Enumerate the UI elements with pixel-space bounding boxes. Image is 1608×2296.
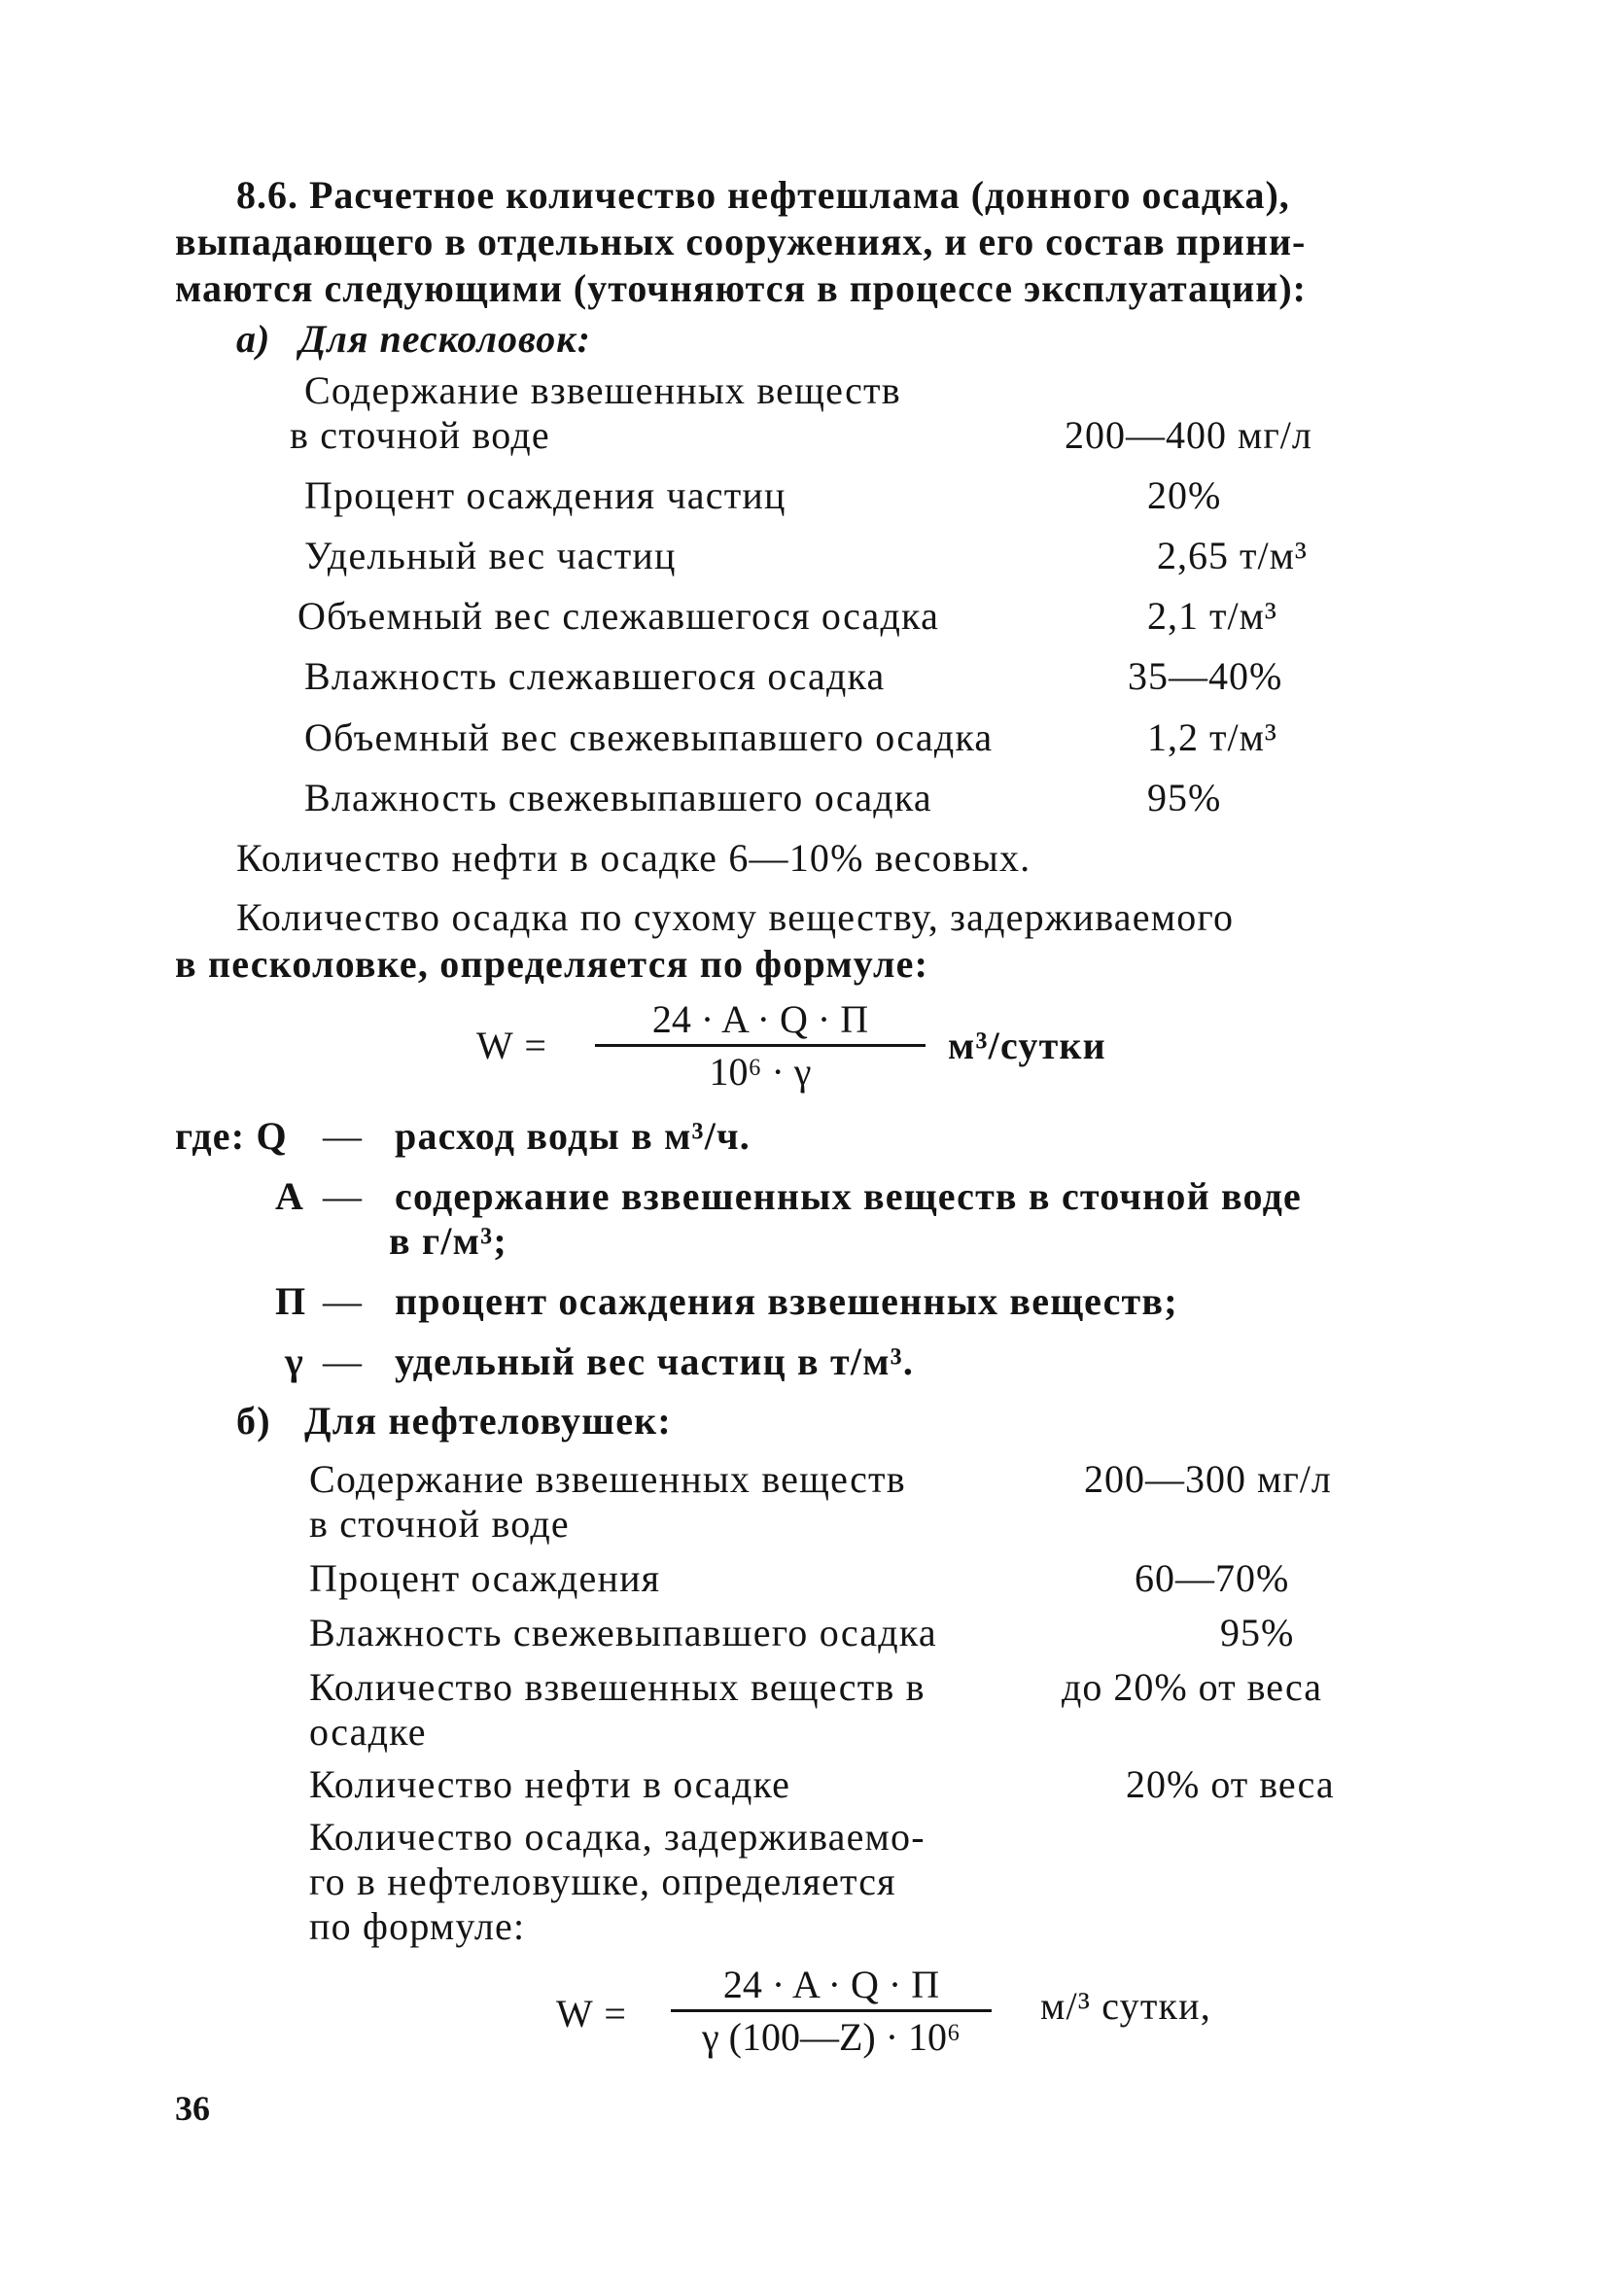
- formula-intro-b-2: го в нефтеловушке, определяется: [309, 1860, 896, 1903]
- where-q-symbol: где: Q: [175, 1114, 288, 1158]
- where-gamma-symbol: γ: [285, 1339, 304, 1383]
- intro-line-3: маются следующими (уточняются в процессе эксплуатации):: [175, 266, 1307, 310]
- where-a-text2: в г/м³;: [389, 1219, 507, 1263]
- where-p-symbol: П: [275, 1279, 307, 1323]
- formula-a-lhs: W =: [476, 1024, 548, 1067]
- formula-a-fraction: [595, 996, 926, 1095]
- where-q-text: расход воды в м³/ч.: [395, 1114, 751, 1158]
- section-b-title: Для нефтеловушек:: [304, 1399, 672, 1443]
- formula-b-lhs: W =: [556, 1992, 628, 2035]
- where-q-dash: —: [323, 1114, 364, 1158]
- row-b1-value: 200—300 мг/л: [1084, 1457, 1332, 1501]
- row-b1-name2: в сточной воде: [309, 1502, 570, 1546]
- row-a6-name: Объемный вес свежевыпавшего осадка: [304, 715, 994, 759]
- row-b3-name: Влажность свежевыпавшего осадка: [309, 1611, 937, 1654]
- row-b3-value: 95%: [1220, 1611, 1295, 1654]
- row-b4-value: до 20% от веса: [1062, 1665, 1323, 1709]
- fraction-bar: [671, 2009, 992, 2012]
- formula-intro-b-1: Количество осадка, задерживаемо-: [309, 1815, 926, 1859]
- formula-a-denominator: 10⁶ · γ: [709, 1050, 812, 1094]
- formula-b-fraction: [671, 1962, 992, 2060]
- row-a5-value: 35—40%: [1128, 654, 1283, 698]
- formula-b-denominator: γ (100—Z) · 10⁶: [701, 2015, 961, 2059]
- formula-a-unit: м³/сутки: [948, 1024, 1106, 1067]
- where-p-text: процент осаждения взвешенных веществ;: [395, 1279, 1178, 1323]
- where-a-text: содержание взвешенных веществ в сточной воде: [395, 1174, 1302, 1218]
- row-a6-value: 1,2 т/м³: [1147, 715, 1277, 759]
- row-b4-name2: осадке: [309, 1710, 427, 1754]
- row-a4-value: 2,1 т/м³: [1147, 594, 1277, 638]
- row-a7-name: Влажность свежевыпавшего осадка: [304, 776, 932, 819]
- intro-line-1: [236, 173, 1290, 218]
- row-b2-value: 60—70%: [1135, 1556, 1290, 1600]
- row-a7-value: 95%: [1147, 776, 1222, 819]
- row-b4-name: Количество взвешенных веществ в: [309, 1665, 926, 1709]
- section-a-title: Для песколовок:: [299, 317, 591, 361]
- where-gamma-dash: —: [323, 1339, 364, 1383]
- row-a1-name2: в сточной воде: [290, 413, 550, 457]
- where-gamma-text: удельный вес частиц в т/м³.: [395, 1339, 915, 1383]
- formula-intro-a-2: в песколовке, определяется по формуле:: [175, 942, 929, 986]
- fraction-bar: [595, 1044, 926, 1047]
- row-a3-name: Удельный вес частиц: [304, 534, 677, 577]
- row-a4-name: Объемный вес слежавшегося осадка: [297, 594, 940, 638]
- formula-b-unit: м/³ сутки,: [1040, 1984, 1211, 2028]
- intro-line-2: выпадающего в отдельных сооружениях, и его состав прини-: [175, 220, 1307, 263]
- row-a5-name: Влажность слежавшегося осадка: [304, 654, 886, 698]
- row-a2-value: 20%: [1147, 473, 1222, 517]
- where-a-symbol: A: [275, 1174, 305, 1218]
- section-number: 8.6.: [236, 173, 298, 217]
- row-a2-name: Процент осаждения частиц: [304, 473, 787, 517]
- formula-a-numerator: 24 · A · Q · П: [651, 997, 869, 1041]
- row-b1-name: Содержание взвешенных веществ: [309, 1457, 906, 1501]
- page-number: 36: [175, 2089, 210, 2128]
- where-p-dash: —: [323, 1279, 364, 1323]
- where-a-dash: —: [323, 1174, 364, 1218]
- formula-intro-a-1: Количество осадка по сухому веществу, задерживаемого: [236, 895, 1235, 939]
- row-b5-value: 20% от веса: [1126, 1762, 1335, 1806]
- section-a-label: а): [236, 317, 271, 361]
- oil-note: Количество нефти в осадке 6—10% весовых.: [236, 836, 1031, 880]
- intro-text-1: Расчетное количество нефтешлама (донного осадка),: [309, 173, 1290, 217]
- row-a3-value: 2,65 т/м³: [1157, 534, 1308, 577]
- row-b2-name: Процент осаждения: [309, 1556, 661, 1600]
- section-b-label: б): [236, 1399, 271, 1443]
- row-a1-name: Содержание взвешенных веществ: [304, 368, 901, 412]
- row-b5-name: Количество нефти в осадке: [309, 1762, 791, 1806]
- row-a1-value: 200—400 мг/л: [1065, 413, 1312, 457]
- formula-intro-b-3: по формуле:: [309, 1904, 526, 1948]
- formula-b-numerator: 24 · A · Q · П: [722, 1963, 940, 2006]
